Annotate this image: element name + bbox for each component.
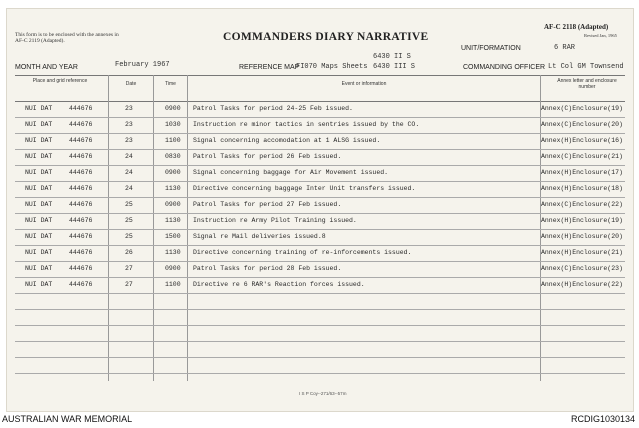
cell-place: NUI DAT bbox=[25, 105, 53, 112]
revised-date: Revised Jan, 1965 bbox=[584, 33, 617, 38]
cell-grid: 444676 bbox=[69, 265, 93, 272]
cell-annex: Annex(H)Enclosure(17) bbox=[541, 169, 623, 176]
cell-grid: 444676 bbox=[69, 153, 93, 160]
cell-time: 0900 bbox=[165, 169, 181, 176]
cell-event: Directive concerning training of re-inforcements issued. bbox=[193, 249, 412, 256]
cell-date: 23 bbox=[125, 105, 133, 112]
cell-event: Instruction re Army Pilot Training issued. bbox=[193, 217, 357, 224]
cell-place: NUI DAT bbox=[25, 169, 53, 176]
row-rule bbox=[15, 325, 625, 326]
diary-sheet bbox=[6, 8, 634, 412]
map-sheet-1: 6430 II S bbox=[373, 53, 411, 61]
credit-reference: RCDIG1030134 bbox=[570, 414, 635, 424]
cell-time: 0900 bbox=[165, 105, 181, 112]
col-header-annex: Annex letter and enclosure number bbox=[557, 78, 617, 90]
col-header-event: Event or information bbox=[341, 81, 387, 87]
col-header-date: Date bbox=[125, 81, 137, 87]
table-row bbox=[15, 149, 625, 165]
cell-grid: 444676 bbox=[69, 121, 93, 128]
table-row bbox=[15, 229, 625, 245]
reference-map-value: FI070 Maps Sheets bbox=[296, 63, 368, 71]
cell-event: Patrol Tasks for period 26 Feb issued. bbox=[193, 153, 342, 160]
cell-event: Signal concerning baggage for Air Movement issued. bbox=[193, 169, 389, 176]
table-row bbox=[15, 245, 625, 261]
cell-grid: 444676 bbox=[69, 169, 93, 176]
row-rule bbox=[15, 309, 625, 310]
form-number: AF-C 2118 (Adapted) bbox=[544, 23, 609, 31]
cell-annex: Annex(C)Enclosure(23) bbox=[541, 265, 623, 272]
col-header-place: Place and grid reference bbox=[32, 78, 88, 84]
cell-annex: Annex(H)Enclosure(20) bbox=[541, 233, 623, 240]
cell-annex: Annex(C)Enclosure(19) bbox=[541, 105, 623, 112]
cell-date: 24 bbox=[125, 169, 133, 176]
cell-time: 1500 bbox=[165, 233, 181, 240]
cell-annex: Annex(C)Enclosure(21) bbox=[541, 153, 623, 160]
cell-annex: Annex(H)Enclosure(21) bbox=[541, 249, 623, 256]
cell-time: 0900 bbox=[165, 201, 181, 208]
table-row bbox=[15, 261, 625, 277]
table-row bbox=[15, 133, 625, 149]
cell-event: Signal re Mail deliveries issued.8 bbox=[193, 233, 326, 240]
cell-place: NUI DAT bbox=[25, 185, 53, 192]
cell-event: Signal concerning accomodation at 1 ALSG issued. bbox=[193, 137, 381, 144]
row-rule bbox=[15, 357, 625, 358]
cell-place: NUI DAT bbox=[25, 121, 53, 128]
cell-event: Patrol Tasks for period 27 Feb issued. bbox=[193, 201, 342, 208]
cell-grid: 444676 bbox=[69, 233, 93, 240]
cell-time: 1130 bbox=[165, 217, 181, 224]
cell-time: 1030 bbox=[165, 121, 181, 128]
credit-institution: AUSTRALIAN WAR MEMORIAL bbox=[2, 414, 133, 424]
cell-date: 27 bbox=[125, 265, 133, 272]
reference-map-label: REFERENCE MAP bbox=[239, 64, 300, 71]
form-note: This form is to be enclosed with the annexes in AF-C 2119 (Adapted). bbox=[15, 32, 119, 44]
cell-date: 26 bbox=[125, 249, 133, 256]
cell-event: Patrol Tasks for period 28 Feb issued. bbox=[193, 265, 342, 272]
cell-time: 1100 bbox=[165, 137, 181, 144]
cell-time: 1100 bbox=[165, 281, 181, 288]
month-year-value: February 1967 bbox=[115, 61, 170, 69]
cell-grid: 444676 bbox=[69, 217, 93, 224]
cell-place: NUI DAT bbox=[25, 249, 53, 256]
row-rule bbox=[15, 293, 625, 294]
cell-place: NUI DAT bbox=[25, 265, 53, 272]
cell-grid: 444676 bbox=[69, 137, 93, 144]
cell-place: NUI DAT bbox=[25, 201, 53, 208]
table-row bbox=[15, 165, 625, 181]
page-title: COMMANDERS DIARY NARRATIVE bbox=[223, 31, 429, 43]
cell-date: 24 bbox=[125, 153, 133, 160]
cell-date: 23 bbox=[125, 121, 133, 128]
table-row bbox=[15, 197, 625, 213]
table-row bbox=[15, 101, 625, 117]
cell-grid: 444676 bbox=[69, 201, 93, 208]
cell-time: 0900 bbox=[165, 265, 181, 272]
cell-event: Patrol Tasks for period 24-25 Feb issued. bbox=[193, 105, 353, 112]
cell-event: Directive re 6 RAR's Reaction forces issued. bbox=[193, 281, 365, 288]
printer-line: I S P Coy--271/63--57m bbox=[299, 391, 347, 396]
cell-place: NUI DAT bbox=[25, 233, 53, 240]
cell-time: 1130 bbox=[165, 249, 181, 256]
cell-date: 24 bbox=[125, 185, 133, 192]
cell-grid: 444676 bbox=[69, 249, 93, 256]
month-year-label: MONTH AND YEAR bbox=[15, 64, 78, 71]
unit-value: 6 RAR bbox=[554, 44, 576, 52]
cell-place: NUI DAT bbox=[25, 217, 53, 224]
row-rule bbox=[15, 341, 625, 342]
cell-date: 25 bbox=[125, 217, 133, 224]
table-row bbox=[15, 213, 625, 229]
cell-grid: 444676 bbox=[69, 105, 93, 112]
commanding-officer-label: COMMANDING OFFICER bbox=[463, 64, 546, 71]
cell-time: 0830 bbox=[165, 153, 181, 160]
cell-grid: 444676 bbox=[69, 281, 93, 288]
map-sheet-2: 6430 III S bbox=[373, 63, 416, 71]
cell-date: 23 bbox=[125, 137, 133, 144]
cell-annex: Annex(H)Enclosure(18) bbox=[541, 185, 623, 192]
cell-date: 25 bbox=[125, 201, 133, 208]
cell-place: NUI DAT bbox=[25, 281, 53, 288]
cell-event: Instruction re minor tactics in sentries issued by the CO. bbox=[193, 121, 420, 128]
cell-grid: 444676 bbox=[69, 185, 93, 192]
cell-date: 27 bbox=[125, 281, 133, 288]
unit-label: UNIT/FORMATION bbox=[461, 45, 521, 52]
col-header-time: Time bbox=[165, 81, 176, 87]
cell-annex: Annex(H)Enclosure(16) bbox=[541, 137, 623, 144]
cell-time: 1130 bbox=[165, 185, 181, 192]
table-row bbox=[15, 117, 625, 133]
commanding-officer-value: Lt Col GM Townsend bbox=[548, 63, 624, 71]
cell-place: NUI DAT bbox=[25, 137, 53, 144]
cell-annex: Annex(H)Enclosure(22) bbox=[541, 281, 623, 288]
cell-annex: Annex(C)Enclosure(20) bbox=[541, 121, 623, 128]
row-rule bbox=[15, 373, 625, 374]
cell-event: Directive concerning baggage Inter Unit transfers issued. bbox=[193, 185, 416, 192]
cell-place: NUI DAT bbox=[25, 153, 53, 160]
cell-annex: Annex(C)Enclosure(22) bbox=[541, 201, 623, 208]
cell-annex: Annex(H)Enclosure(19) bbox=[541, 217, 623, 224]
table-top-rule bbox=[15, 75, 625, 76]
table-row bbox=[15, 277, 625, 293]
table-row bbox=[15, 181, 625, 197]
cell-date: 25 bbox=[125, 233, 133, 240]
